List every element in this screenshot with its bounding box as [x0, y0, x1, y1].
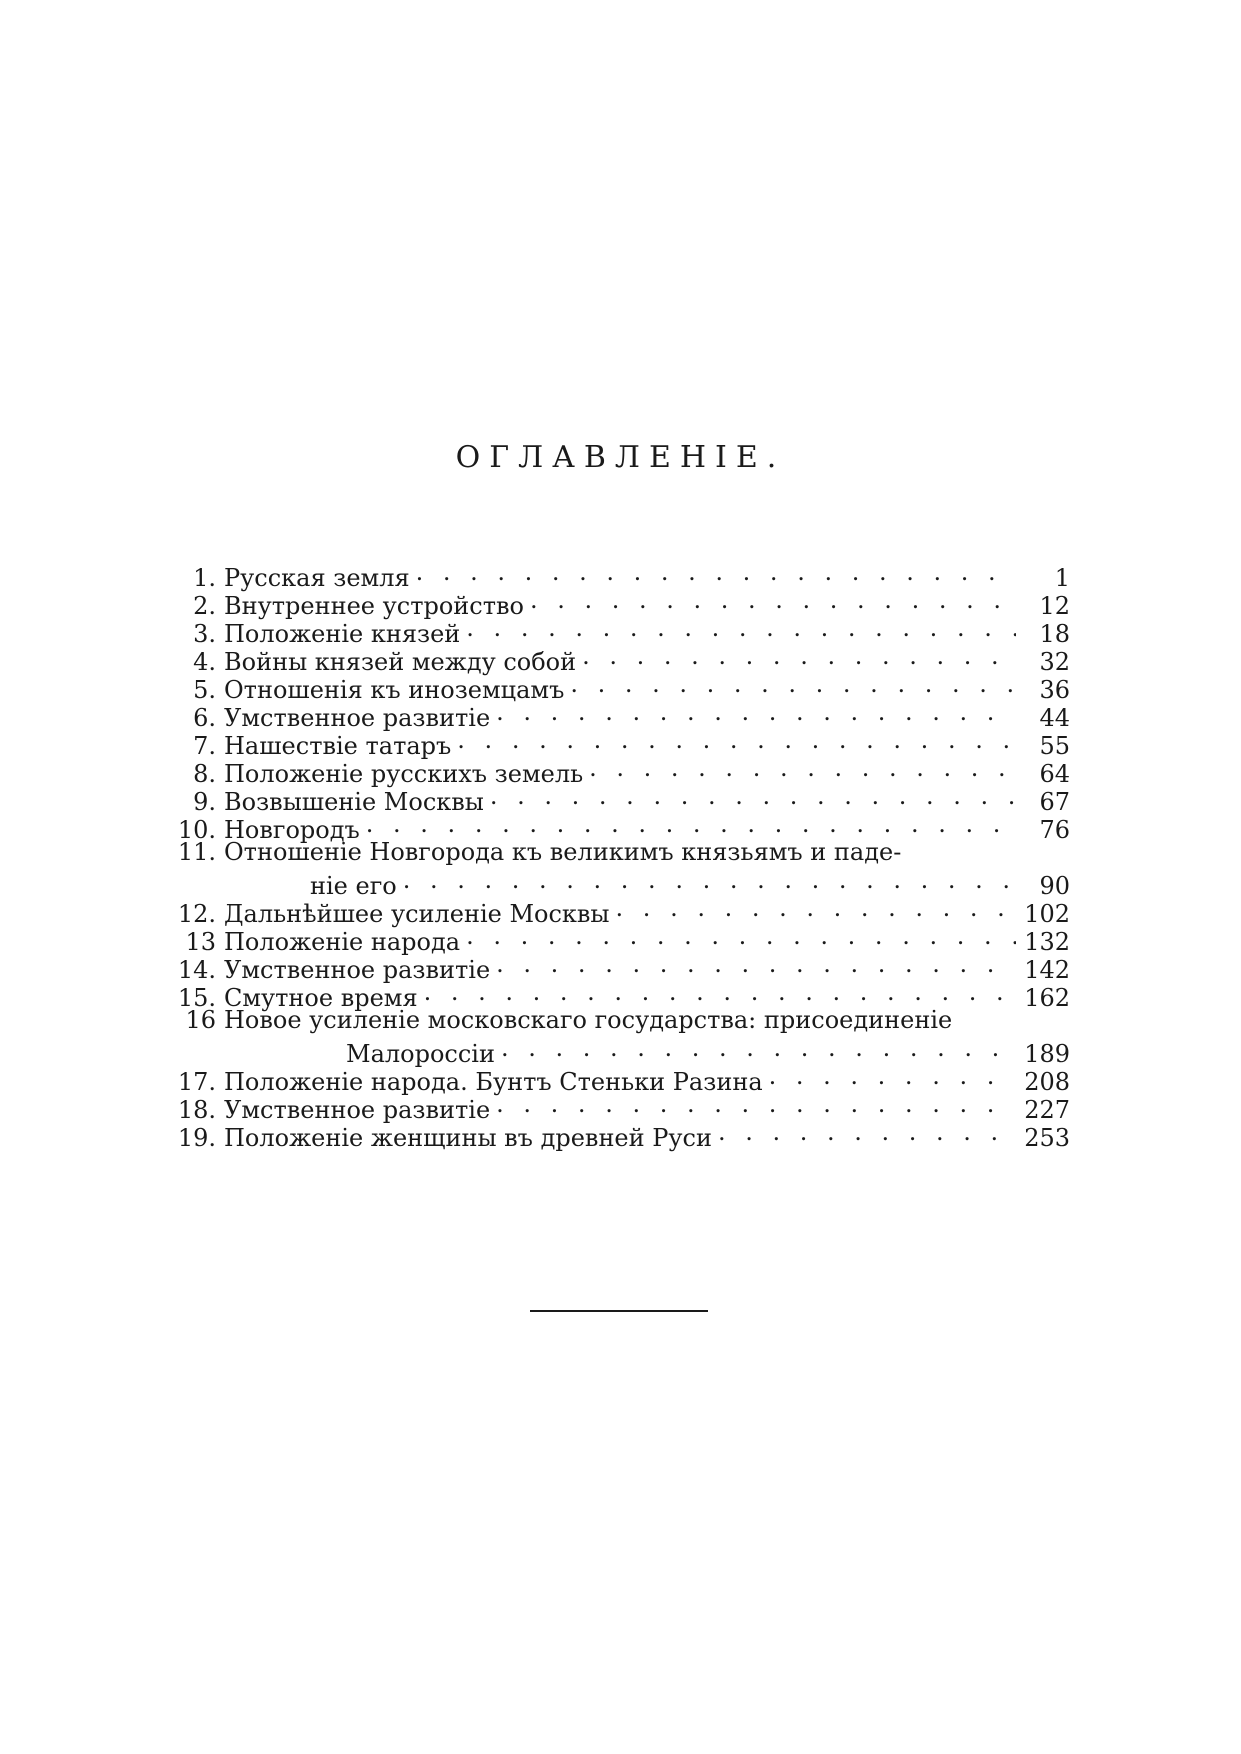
dot-leader — [490, 782, 1016, 810]
entry-page: 64 — [1039, 760, 1070, 788]
entry-page: 12 — [1039, 592, 1070, 620]
entry-page: 189 — [1024, 1040, 1070, 1068]
entry-number: 3. — [193, 620, 216, 648]
toc-entry — [170, 978, 1070, 1012]
entry-number: 9. — [193, 788, 216, 816]
entry-title: Положеніе русскихъ земель — [224, 760, 584, 788]
dot-leader — [366, 810, 1016, 838]
entry-title: Дальнѣйшее усиленіе Москвы — [224, 900, 610, 928]
entry-number: 15. — [177, 984, 216, 1012]
dot-leader — [496, 950, 1016, 978]
toc-entry — [170, 1006, 1070, 1068]
dot-leader — [424, 978, 1016, 1006]
toc-entry — [170, 754, 1070, 788]
entry-number: 19. — [177, 1124, 216, 1152]
entry-title: Положеніе народа. Бунтъ Стеньки Разина — [224, 1068, 763, 1096]
entry-title: Внутреннее устройство — [224, 592, 524, 620]
toc-entry — [170, 1062, 1070, 1096]
toc-entry — [170, 726, 1070, 760]
entry-title: Русская земля — [224, 564, 410, 592]
entry-number: 13 — [185, 928, 216, 956]
entry-number: 12. — [177, 900, 216, 928]
dot-leader — [496, 698, 1016, 726]
entry-number: 7. — [193, 732, 216, 760]
entry-number: 8. — [193, 760, 216, 788]
entry-title: Новгородъ — [224, 816, 360, 844]
entry-title: Отношенія къ иноземцамъ — [224, 676, 565, 704]
entry-number: 17. — [177, 1068, 216, 1096]
toc-entry — [170, 614, 1070, 648]
entry-title: Возвышеніе Москвы — [224, 788, 484, 816]
entry-title: Умственное развитіе — [224, 1096, 491, 1124]
toc-entry — [170, 894, 1070, 928]
toc-entry — [170, 670, 1070, 704]
entry-number: 6. — [193, 704, 216, 732]
entry-number: 1. — [193, 564, 216, 592]
toc-entry — [170, 698, 1070, 732]
entry-page: 44 — [1039, 704, 1070, 732]
dot-leader — [582, 642, 1016, 670]
toc-entry — [170, 810, 1070, 844]
entry-number: 14. — [177, 956, 216, 984]
entry-page: 253 — [1024, 1124, 1070, 1152]
entry-title: Положеніе народа — [224, 928, 461, 956]
entry-title: Смутное время — [224, 984, 418, 1012]
entry-page: 132 — [1024, 928, 1070, 956]
entry-number: 5. — [193, 676, 216, 704]
toc-entry — [170, 586, 1070, 620]
entry-page: 90 — [1039, 872, 1070, 900]
entry-title-continuation: Малороссіи — [346, 1040, 495, 1068]
toc-entry — [170, 782, 1070, 816]
entry-title: Войны князей между собой — [224, 648, 577, 676]
dot-leader — [466, 922, 1016, 950]
entry-title: Положеніе женщины въ древней Руси — [224, 1124, 712, 1152]
entry-page: 102 — [1024, 900, 1070, 928]
toc-entry — [170, 1090, 1070, 1124]
dot-leader — [616, 894, 1016, 922]
closing-rule — [530, 1310, 708, 1312]
dot-leader — [718, 1118, 1016, 1146]
entry-title: Умственное развитіе — [224, 956, 491, 984]
page-title: ОГЛАВЛЕНІЕ. — [455, 440, 786, 475]
table-of-contents — [170, 558, 1070, 1152]
entry-page: 55 — [1039, 732, 1070, 760]
toc-entry — [170, 838, 1070, 900]
dot-leader — [530, 586, 1016, 614]
entry-number: 2. — [193, 592, 216, 620]
entry-title: Положеніе князей — [224, 620, 461, 648]
toc-entry — [170, 1118, 1070, 1152]
entry-page: 227 — [1024, 1096, 1070, 1124]
entry-page: 76 — [1039, 816, 1070, 844]
dot-leader — [416, 558, 1016, 586]
toc-entry — [170, 922, 1070, 956]
entry-title: Нашествіе татаръ — [224, 732, 452, 760]
entry-page: 142 — [1024, 956, 1070, 984]
entry-page: 67 — [1039, 788, 1070, 816]
toc-entry — [170, 642, 1070, 676]
entry-number: 10. — [177, 816, 216, 844]
entry-page: 18 — [1039, 620, 1070, 648]
toc-entry — [170, 950, 1070, 984]
entry-title: Новое усиленіе московскаго государства: присоединеніе — [224, 1006, 953, 1034]
toc-entry — [170, 558, 1070, 592]
entry-number: 18. — [177, 1096, 216, 1124]
entry-title: Умственное развитіе — [224, 704, 491, 732]
entry-page: 36 — [1039, 676, 1070, 704]
dot-leader — [501, 1034, 1016, 1062]
entry-number: 16 — [185, 1006, 216, 1034]
entry-page: 208 — [1024, 1068, 1070, 1096]
dot-leader — [457, 726, 1016, 754]
dot-leader — [570, 670, 1016, 698]
dot-leader — [589, 754, 1016, 782]
entry-number: 11. — [177, 838, 216, 866]
entry-page: 32 — [1039, 648, 1070, 676]
entry-number: 4. — [193, 648, 216, 676]
dot-leader — [769, 1062, 1016, 1090]
entry-title: Отношеніе Новгорода къ великимъ князьямъ и паде- — [224, 838, 902, 866]
entry-page: 1 — [1054, 564, 1070, 592]
entry-page: 162 — [1024, 984, 1070, 1012]
dot-leader — [403, 866, 1016, 894]
dot-leader — [496, 1090, 1016, 1118]
entry-title-continuation: ніе его — [310, 872, 397, 900]
dot-leader — [466, 614, 1016, 642]
